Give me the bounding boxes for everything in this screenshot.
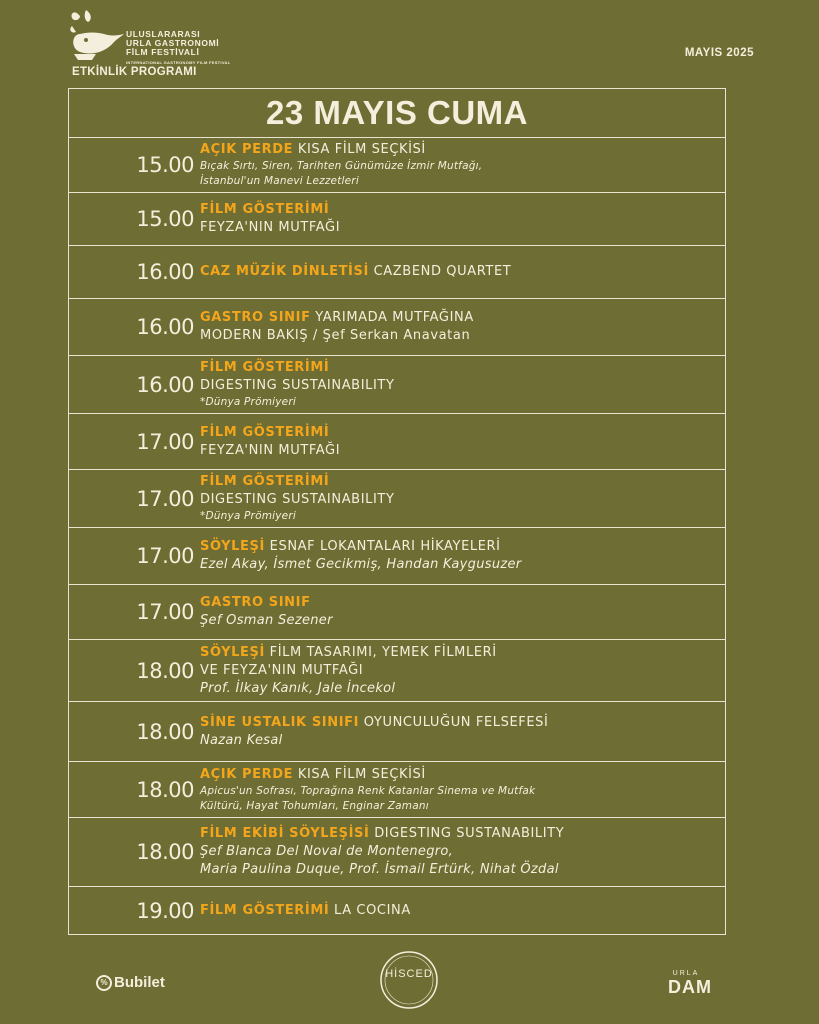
event-detail: FEYZA'NIN MUTFAĞI <box>200 442 341 458</box>
dam-label: DAM <box>668 977 712 997</box>
event-time: 16.00 <box>136 372 194 397</box>
month-label: MAYIS 2025 <box>684 47 754 59</box>
bubilet-label: Bubilet <box>114 974 165 991</box>
event-row <box>69 193 725 246</box>
event-time: 18.00 <box>136 658 194 683</box>
event-category: CAZ MÜZİK DİNLETİSİ <box>200 264 369 279</box>
sponsor-footer <box>0 940 819 1024</box>
event-category: FİLM GÖSTERİMİ <box>200 424 330 440</box>
festival-logo <box>66 8 266 80</box>
event-category: FİLM GÖSTERİMİ <box>200 360 330 375</box>
event-row <box>69 762 725 818</box>
event-category: GASTRO SINIF <box>200 595 311 610</box>
urla-dam-logo <box>668 970 712 1002</box>
hisced-logo <box>379 950 439 1010</box>
event-title: LA COCINA <box>329 903 411 918</box>
event-row <box>69 640 725 702</box>
event-detail: VE FEYZA'NIN MUTFAĞI <box>200 662 364 678</box>
event-time: 17.00 <box>136 544 194 568</box>
event-title: OYUNCULUĞUN FELSEFESİ <box>359 714 549 730</box>
event-time: 16.00 <box>136 315 194 339</box>
event-category: SÖYLEŞİ <box>200 644 265 660</box>
event-note: *Dünya Prömiyeri <box>200 510 296 522</box>
logo-line: ULUSLARARASI <box>126 29 201 39</box>
event-row <box>69 702 725 762</box>
event-detail: Bıçak Sırtı, Siren, Tarihten Günümüze İzmir Mutfağı, <box>200 160 483 172</box>
logo-line: URLA GASTRONOMİ <box>126 38 220 48</box>
event-row <box>69 356 725 414</box>
event-detail: Apicus'un Sofrası, Toprağına Renk Katanlar Sinema ve Mutfak <box>200 784 536 797</box>
event-title: KISA FİLM SEÇKİSİ <box>293 142 426 157</box>
logo-line: FİLM FESTİVALİ <box>126 47 200 57</box>
event-detail: MODERN BAKIŞ / Şef Serkan Anavatan <box>200 328 471 343</box>
event-category: GASTRO SINIF <box>200 310 311 325</box>
event-detail: Şef Osman Sezener <box>200 613 333 628</box>
urla-label: URLA <box>672 970 700 977</box>
hisced-label: HİSCED <box>385 968 433 980</box>
event-category: AÇIK PERDE <box>200 142 294 157</box>
event-time: 18.00 <box>136 777 194 802</box>
event-title: DIGESTING SUSTANABILITY <box>369 826 565 841</box>
event-row <box>69 138 725 193</box>
event-time: 17.00 <box>136 486 194 511</box>
event-row <box>69 818 725 887</box>
event-detail: Prof. İlkay Kanık, Jale İncekol <box>200 680 396 696</box>
event-category: AÇIK PERDE <box>200 766 294 782</box>
event-category: FİLM GÖSTERİMİ <box>200 202 330 217</box>
logo-subtitle: INTERNATIONAL GASTRONOMY FILM FESTIVAL <box>126 60 231 65</box>
event-time: 17.00 <box>136 600 194 624</box>
event-title: KISA FİLM SEÇKİSİ <box>293 766 426 782</box>
event-category: FİLM EKİBİ SÖYLEŞİSİ <box>200 826 370 841</box>
event-detail: FEYZA'NIN MUTFAĞI <box>200 220 341 235</box>
program-caption: ETKİNLİK PROGRAMI <box>72 66 197 78</box>
event-row <box>69 414 725 470</box>
event-detail: Kültürü, Hayat Tohumları, Enginar Zamanı <box>200 799 429 812</box>
event-category: SİNE USTALIK SINIFI <box>200 714 360 730</box>
date-title: 23 MAYIS CUMA <box>69 89 725 138</box>
event-title: ESNAF LOKANTALARI HİKAYELERİ <box>264 539 501 554</box>
schedule-table <box>68 88 726 935</box>
event-time: 18.00 <box>136 840 194 864</box>
event-time: 17.00 <box>136 429 194 454</box>
event-detail: Maria Paulina Duque, Prof. İsmail Ertürk, Nihat Özdal <box>200 862 559 877</box>
event-detail: Ezel Akay, İsmet Gecikmiş, Handan Kaygusuzer <box>200 557 522 572</box>
event-title: FİLM TASARIMI, YEMEK FİLMLERİ <box>264 644 497 660</box>
event-title: YARIMADA MUTFAĞINA <box>310 310 474 325</box>
event-row <box>69 246 725 299</box>
event-detail: Şef Blanca Del Noval de Montenegro, <box>200 844 454 859</box>
event-category: SÖYLEŞİ <box>200 539 265 554</box>
event-detail: İstanbul'un Manevi Lezzetleri <box>200 175 359 187</box>
event-row <box>69 299 725 356</box>
event-detail: Nazan Kesal <box>200 732 283 748</box>
event-row <box>69 585 725 640</box>
bubilet-logo <box>96 974 165 991</box>
event-time: 16.00 <box>136 260 194 284</box>
event-row <box>69 887 725 935</box>
hisced-seal-icon <box>379 950 439 1010</box>
event-time: 18.00 <box>136 719 194 744</box>
event-category: FİLM GÖSTERİMİ <box>200 903 330 918</box>
event-time: 15.00 <box>136 153 194 177</box>
olive-bird-logo-icon <box>66 8 124 64</box>
event-detail: DIGESTING SUSTAINABILITY <box>200 378 395 393</box>
event-time: 19.00 <box>136 899 194 923</box>
event-detail: DIGESTING SUSTAINABILITY <box>200 492 395 507</box>
percent-icon: % <box>96 975 112 991</box>
event-row <box>69 470 725 528</box>
event-category: FİLM GÖSTERİMİ <box>200 474 330 489</box>
event-time: 15.00 <box>136 207 194 231</box>
event-row <box>69 528 725 585</box>
event-title: CAZBEND QUARTET <box>368 264 512 279</box>
event-note: *Dünya Prömiyeri <box>200 396 296 408</box>
